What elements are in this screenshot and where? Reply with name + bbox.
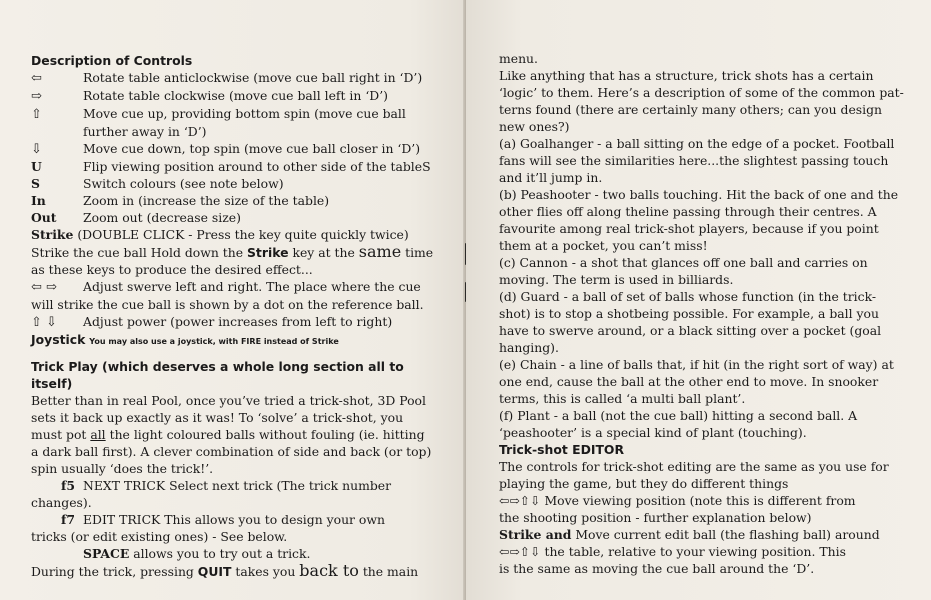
f5-line-2: changes). xyxy=(31,495,92,510)
right-page xyxy=(466,0,931,600)
trick-para-3-a: must pot xyxy=(31,427,91,442)
f7-line-2: tricks (or edit existing ones) - See below. xyxy=(31,529,288,544)
body-line: menu. xyxy=(499,51,538,66)
control-key: In xyxy=(31,193,46,208)
strike-text: (DOUBLE CLICK - Press the key quite quickly twice) xyxy=(77,227,409,242)
control-key: U xyxy=(31,159,42,174)
strike-line-1-same: same xyxy=(358,242,402,261)
body-line: (f) Plant - a ball (not the cue ball) hitting a second ball. A xyxy=(499,408,858,423)
swerve-arrows-icon: ⇦ ⇨ xyxy=(31,280,57,295)
f7-key: f7 xyxy=(61,512,75,527)
body-line: shot) is to stop a shotbeing possible. For example, a ball you xyxy=(499,306,879,321)
f7-row xyxy=(31,511,456,528)
move-row xyxy=(499,492,911,509)
space-row xyxy=(31,545,456,562)
quit-back-to: back to xyxy=(299,561,359,580)
table-row xyxy=(499,543,911,560)
control-text: Zoom out (decrease size) xyxy=(83,210,241,225)
trick-para-4: a dark ball first). A clever combination of side and back (or top) xyxy=(31,444,432,459)
control-text: Switch colours (see note below) xyxy=(83,176,284,191)
body-line: favourite among real trick-shot players, because if you point xyxy=(499,221,879,236)
body-line: Like anything that has a structure, trick shots has a certain xyxy=(499,68,874,83)
body-line: one end, cause the ball at the other end to move. In snooker xyxy=(499,374,879,389)
control-row xyxy=(31,175,456,192)
body-line: them at a pocket, you can’t miss! xyxy=(499,238,708,253)
move-text: Move viewing position (note this is different from xyxy=(540,493,856,508)
swerve-text: Adjust swerve left and right. The place where the cue xyxy=(83,279,421,294)
move-line-2: the shooting position - further explanation below) xyxy=(499,510,812,525)
trick-para-5: spin usually ‘does the trick!’. xyxy=(31,461,214,476)
body-line: have to swerve around, or a black sitting over a pocket (goal xyxy=(499,323,882,338)
power-arrows-icon: ⇧ ⇩ xyxy=(31,315,57,330)
editor-line-2: playing the game, but they do different things xyxy=(499,476,789,491)
strike-line-1 xyxy=(31,243,456,261)
editor-line-1: The controls for trick-shot editing are the same as you use for xyxy=(499,459,889,474)
strike-and-row xyxy=(499,526,911,543)
space-key: SPACE xyxy=(83,546,130,561)
body-line: and it’ll jump in. xyxy=(499,170,603,185)
body-line: other flies off along theline passing through their centres. A xyxy=(499,204,877,219)
power-row xyxy=(31,313,456,331)
body-line: ‘peashooter’ is a special kind of plant (touching). xyxy=(499,425,807,440)
control-row xyxy=(31,123,456,140)
power-text: Adjust power (power increases from left to right) xyxy=(83,314,393,329)
f7-text: EDIT TRICK This allows you to design your own xyxy=(83,512,385,527)
control-arrow-icon: ⇦ xyxy=(31,71,42,86)
controls-title: Description of Controls xyxy=(31,53,193,68)
control-arrow-icon: ⇨ xyxy=(31,89,42,104)
f5-row xyxy=(31,477,456,494)
move-arrows-icon: ⇦⇨⇧⇩ xyxy=(499,493,541,508)
strike-key: Strike xyxy=(31,227,74,242)
f5-key: f5 xyxy=(61,478,75,493)
control-text: Rotate table clockwise (move cue ball left in ‘D’) xyxy=(83,88,388,103)
trick-para-3-b: the light coloured balls without fouling (ie. hitting xyxy=(105,427,425,442)
table-arrows-icon: ⇦⇨⇧⇩ xyxy=(499,544,541,559)
control-row xyxy=(31,105,456,123)
right-body-text xyxy=(499,50,911,441)
body-line: (a) Goalhanger - a ball sitting on the edge of a pocket. Football xyxy=(499,136,895,151)
quit-key: QUIT xyxy=(197,564,232,579)
editor-title: Trick-shot EDITOR xyxy=(499,442,625,457)
swerve-line-2: will strike the cue ball is shown by a dot on the reference ball. xyxy=(31,297,424,312)
quit-b: takes you xyxy=(231,564,300,579)
strike-line-1-key: Strike xyxy=(246,245,289,260)
body-line: ‘logic’ to them. Here’s a description of some of the common pat- xyxy=(499,85,904,100)
strike-and-text: Move current edit ball (the flashing ball) around xyxy=(571,527,880,542)
controls-list xyxy=(31,69,456,226)
control-text: further away in ‘D’) xyxy=(83,124,207,139)
body-line: (c) Cannon - a shot that glances off one ball and carries on xyxy=(499,255,868,270)
control-text: Zoom in (increase the size of the table) xyxy=(83,193,330,208)
trick-title-1: Trick Play (which deserves a whole long section all to xyxy=(31,359,404,374)
strike-line-1-e: time xyxy=(401,245,434,260)
f5-text: NEXT TRICK Select next trick (The trick number xyxy=(83,478,392,493)
control-row xyxy=(31,87,456,105)
final-line: is the same as moving the cue ball around the ‘D’. xyxy=(499,561,815,576)
control-row xyxy=(31,158,456,175)
joystick-key: Joystick xyxy=(31,332,86,347)
body-line: moving. The term is used in billiards. xyxy=(499,272,734,287)
body-line: terns found (there are certainly many others; can you design xyxy=(499,102,883,117)
trick-title-2: itself) xyxy=(31,376,73,391)
swerve-row xyxy=(31,278,456,296)
quit-row xyxy=(31,562,456,580)
table-text: the table, relative to your viewing position. This xyxy=(540,544,846,559)
control-key: S xyxy=(31,176,40,191)
quit-d: the main xyxy=(358,564,419,579)
control-arrow-icon: ⇩ xyxy=(31,142,42,157)
body-line: new ones?) xyxy=(499,119,570,134)
trick-para-1: Better than in real Pool, once you’ve tried a trick-shot, 3D Pool xyxy=(31,393,426,408)
control-text: Flip viewing position around to other side of the tableS xyxy=(83,159,431,174)
joystick-row xyxy=(31,331,456,350)
strike-line-2: as these keys to produce the desired effect... xyxy=(31,262,313,277)
space-text: allows you to try out a trick. xyxy=(129,546,311,561)
control-row xyxy=(31,209,456,226)
strike-line-1-c: key at the xyxy=(288,245,359,260)
strike-row xyxy=(31,226,456,243)
trick-para-2: sets it back up exactly as it was! To ‘solve’ a trick-shot, you xyxy=(31,410,404,425)
trick-para-3 xyxy=(31,426,456,443)
control-text: Move cue down, top spin (move cue ball closer in ‘D’) xyxy=(83,141,421,156)
control-text: Move cue up, providing bottom spin (move cue ball xyxy=(83,106,406,121)
quit-a: During the trick, pressing xyxy=(31,564,198,579)
joystick-note: You may also use a joystick, with FIRE instead of Strike xyxy=(89,337,339,346)
trick-para-3-all: all xyxy=(90,427,106,442)
control-row xyxy=(31,140,456,158)
control-text: Rotate table anticlockwise (move cue ball right in ‘D’) xyxy=(83,70,423,85)
strike-and-key: Strike and xyxy=(499,527,572,542)
control-row xyxy=(31,69,456,87)
body-line: (b) Peashooter - two balls touching. Hit the back of one and the xyxy=(499,187,899,202)
body-line: terms, this is called ‘a multi ball plant’. xyxy=(499,391,746,406)
control-row xyxy=(31,192,456,209)
strike-line-1-a: Strike the cue ball Hold down the xyxy=(31,245,247,260)
control-arrow-icon: ⇧ xyxy=(31,107,42,122)
body-line: hanging). xyxy=(499,340,559,355)
body-line: (e) Chain - a line of balls that, if hit (in the right sort of way) at xyxy=(499,357,894,372)
control-key: Out xyxy=(31,210,57,225)
body-line: (d) Guard - a ball of set of balls whose function (in the trick- xyxy=(499,289,877,304)
body-line: fans will see the similarities here...the slightest passing touch xyxy=(499,153,889,168)
